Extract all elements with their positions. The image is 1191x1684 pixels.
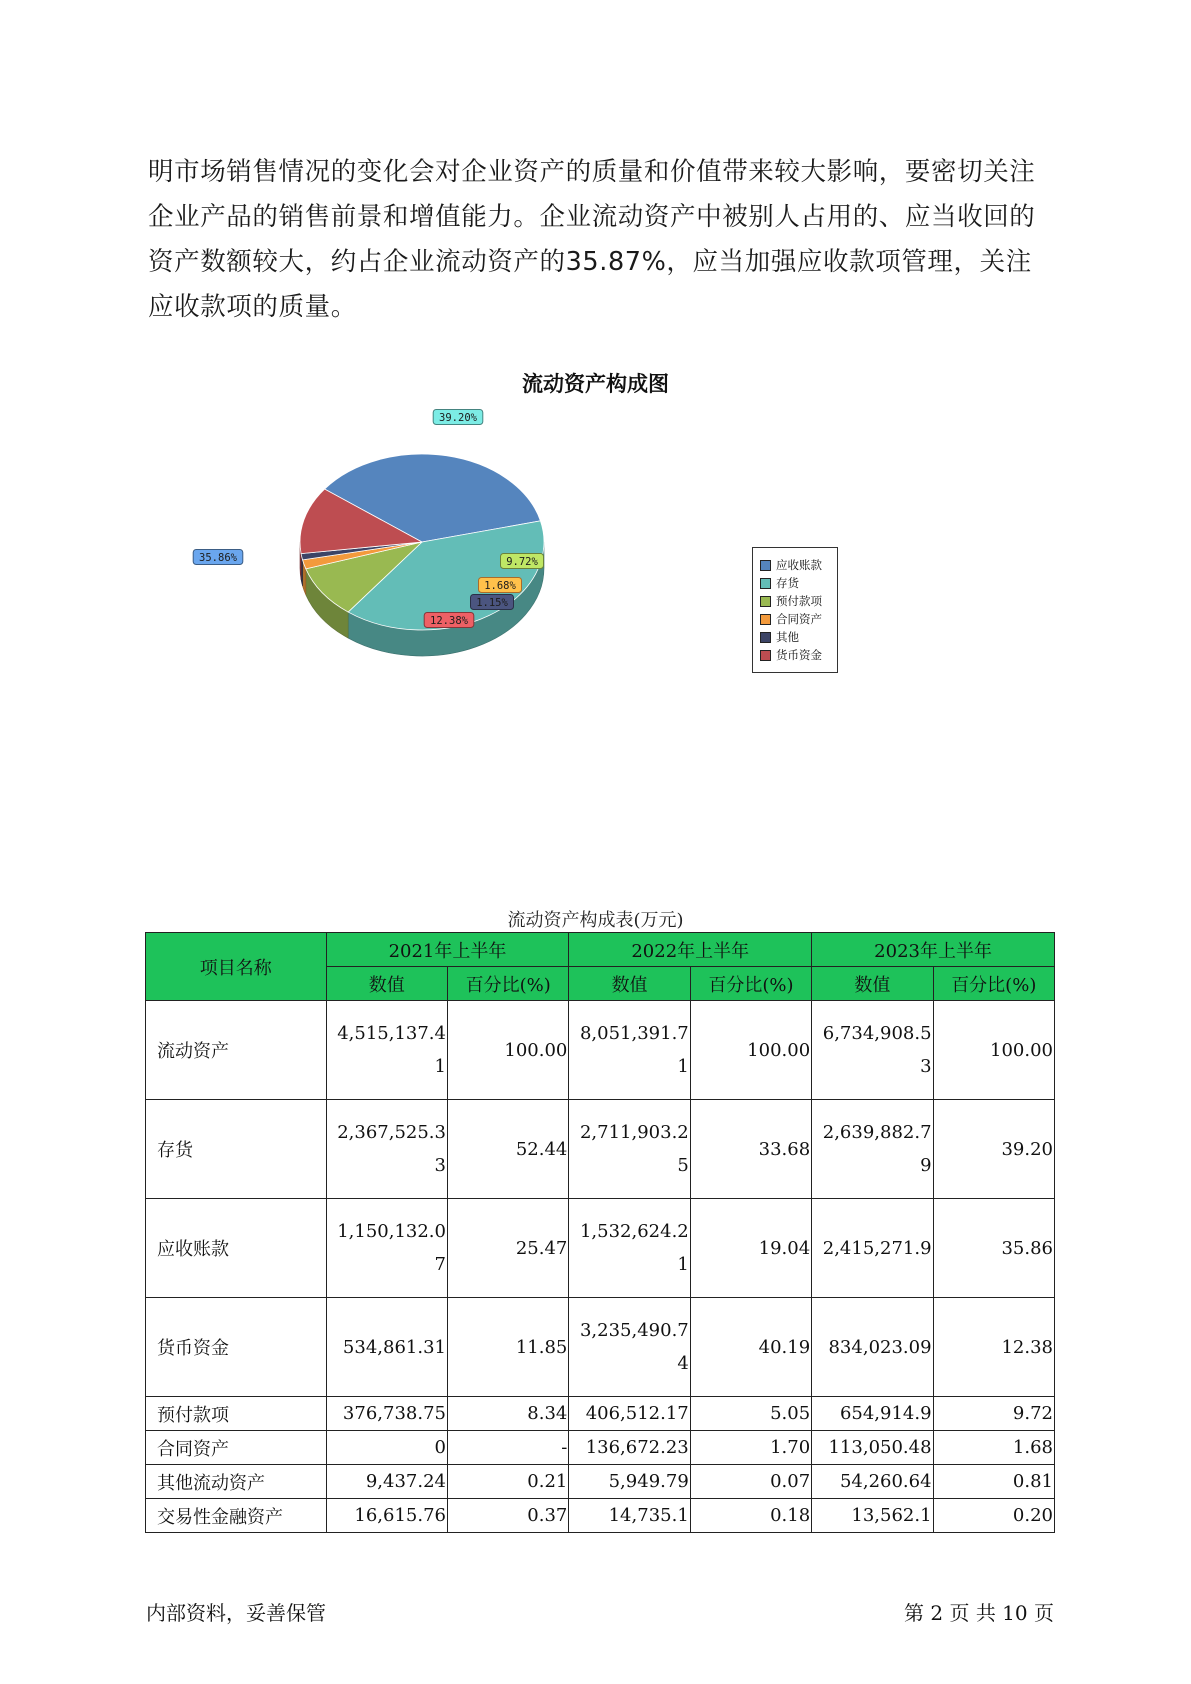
legend-item [760, 610, 837, 628]
percent-2021: 0.37 [447, 1499, 568, 1533]
header-row-years [146, 933, 1055, 967]
percent-2022: 19.04 [690, 1199, 811, 1298]
row-name: 预付款项 [146, 1397, 327, 1431]
legend-swatch [760, 578, 771, 589]
percent-2021: 11.85 [447, 1298, 568, 1397]
header-value: 数值 [812, 967, 933, 1001]
percent-2022: 0.18 [690, 1499, 811, 1533]
percent-2022: 0.07 [690, 1465, 811, 1499]
percent-2021: 100.00 [447, 1001, 568, 1100]
legend-label: 货币资金 [776, 648, 822, 662]
percent-2023: 39.20 [933, 1100, 1054, 1199]
data-label: 35.86% [199, 552, 237, 564]
header-value: 数值 [326, 967, 447, 1001]
body-paragraph: 明市场销售情况的变化会对企业资产的质量和价值带来较大影响，要密切关注企业产品的销售前景和增值能力。企业流动资产中被别人占用的、应当收回的资产数额较大，约占企业流动资产的35.87%，应当加强应收款项管理，关注应收款项的质量。 [148, 157, 1036, 322]
legend-label: 应收账款 [776, 558, 822, 572]
percent-2022: 100.00 [690, 1001, 811, 1100]
table-row [146, 1199, 1055, 1298]
table-row [146, 1100, 1055, 1199]
percent-2023: 1.68 [933, 1431, 1054, 1465]
value-2022: 136,672.23 [569, 1431, 690, 1465]
percent-2023: 35.86 [933, 1199, 1054, 1298]
data-label: 1.15% [476, 597, 508, 609]
percent-2023: 9.72 [933, 1397, 1054, 1431]
legend-swatch [760, 596, 771, 607]
value-2022: 406,512.17 [569, 1397, 690, 1431]
row-name: 其他流动资产 [146, 1465, 327, 1499]
legend-item [760, 592, 837, 610]
value-2021: 376,738.75 [326, 1397, 447, 1431]
header-percent: 百分比(%) [690, 967, 811, 1001]
value-2023: 654,914.9 [812, 1397, 933, 1431]
value-2022: 3,235,490.74 [569, 1298, 690, 1397]
chart-legend [752, 547, 838, 673]
table-row [146, 1431, 1055, 1465]
data-label: 12.38% [430, 615, 468, 627]
value-2022: 14,735.1 [569, 1499, 690, 1533]
header-year: 2023年上半年 [812, 933, 1055, 967]
value-2021: 0 [326, 1431, 447, 1465]
value-2022: 8,051,391.71 [569, 1001, 690, 1100]
legend-swatch [760, 650, 771, 661]
value-2021: 16,615.76 [326, 1499, 447, 1533]
legend-label: 存货 [776, 576, 799, 590]
table-caption: 流动资产构成表(万元) [507, 910, 684, 931]
percent-2023: 0.20 [933, 1499, 1054, 1533]
legend-label: 预付款项 [776, 594, 822, 608]
legend-swatch [760, 614, 771, 625]
chart-title: 流动资产构成图 [522, 372, 669, 396]
percent-2021: 52.44 [447, 1100, 568, 1199]
row-name: 货币资金 [146, 1298, 327, 1397]
header-item-name: 项目名称 [146, 933, 327, 1001]
legend-item [760, 646, 837, 664]
row-name: 存货 [146, 1100, 327, 1199]
footer-confidential: 内部资料，妥善保管 [146, 1601, 326, 1625]
percent-2022: 40.19 [690, 1298, 811, 1397]
percent-2021: - [447, 1431, 568, 1465]
percent-2023: 100.00 [933, 1001, 1054, 1100]
data-label: 39.20% [439, 412, 477, 424]
legend-item [760, 574, 837, 592]
legend-swatch [760, 632, 771, 643]
percent-2022: 5.05 [690, 1397, 811, 1431]
value-2023: 54,260.64 [812, 1465, 933, 1499]
header-percent: 百分比(%) [447, 967, 568, 1001]
data-label: 9.72% [506, 556, 538, 568]
pie-chart [199, 412, 630, 700]
header-value: 数值 [569, 967, 690, 1001]
value-2023: 113,050.48 [812, 1431, 933, 1465]
row-name: 流动资产 [146, 1001, 327, 1100]
current-assets-table [145, 932, 1055, 1533]
legend-label: 合同资产 [776, 612, 822, 626]
value-2021: 9,437.24 [326, 1465, 447, 1499]
table-row [146, 1298, 1055, 1397]
value-2022: 5,949.79 [569, 1465, 690, 1499]
header-year: 2021年上半年 [326, 933, 569, 967]
value-2021: 534,861.31 [326, 1298, 447, 1397]
percent-2022: 1.70 [690, 1431, 811, 1465]
percent-2022: 33.68 [690, 1100, 811, 1199]
value-2021: 2,367,525.33 [326, 1100, 447, 1199]
value-2022: 2,711,903.25 [569, 1100, 690, 1199]
value-2023: 2,639,882.79 [812, 1100, 933, 1199]
percent-2023: 12.38 [933, 1298, 1054, 1397]
header-year: 2022年上半年 [569, 933, 812, 967]
percent-2021: 25.47 [447, 1199, 568, 1298]
legend-swatch [760, 560, 771, 571]
footer-page-number: 第 2 页 共 10 页 [904, 1601, 1054, 1625]
table-row [146, 1465, 1055, 1499]
percent-2023: 0.81 [933, 1465, 1054, 1499]
value-2023: 834,023.09 [812, 1298, 933, 1397]
data-label: 1.68% [484, 580, 516, 592]
legend-item [760, 628, 837, 646]
percent-2021: 8.34 [447, 1397, 568, 1431]
value-2023: 13,562.1 [812, 1499, 933, 1533]
row-name: 应收账款 [146, 1199, 327, 1298]
value-2021: 4,515,137.41 [326, 1001, 447, 1100]
value-2022: 1,532,624.21 [569, 1199, 690, 1298]
header-percent: 百分比(%) [933, 967, 1054, 1001]
table-row [146, 1001, 1055, 1100]
row-name: 交易性金融资产 [146, 1499, 327, 1533]
value-2023: 2,415,271.9 [812, 1199, 933, 1298]
value-2023: 6,734,908.53 [812, 1001, 933, 1100]
percent-2021: 0.21 [447, 1465, 568, 1499]
value-2021: 1,150,132.07 [326, 1199, 447, 1298]
legend-label: 其他 [776, 630, 799, 644]
table-row [146, 1397, 1055, 1431]
legend-item [760, 556, 837, 574]
row-name: 合同资产 [146, 1431, 327, 1465]
table-row [146, 1499, 1055, 1533]
